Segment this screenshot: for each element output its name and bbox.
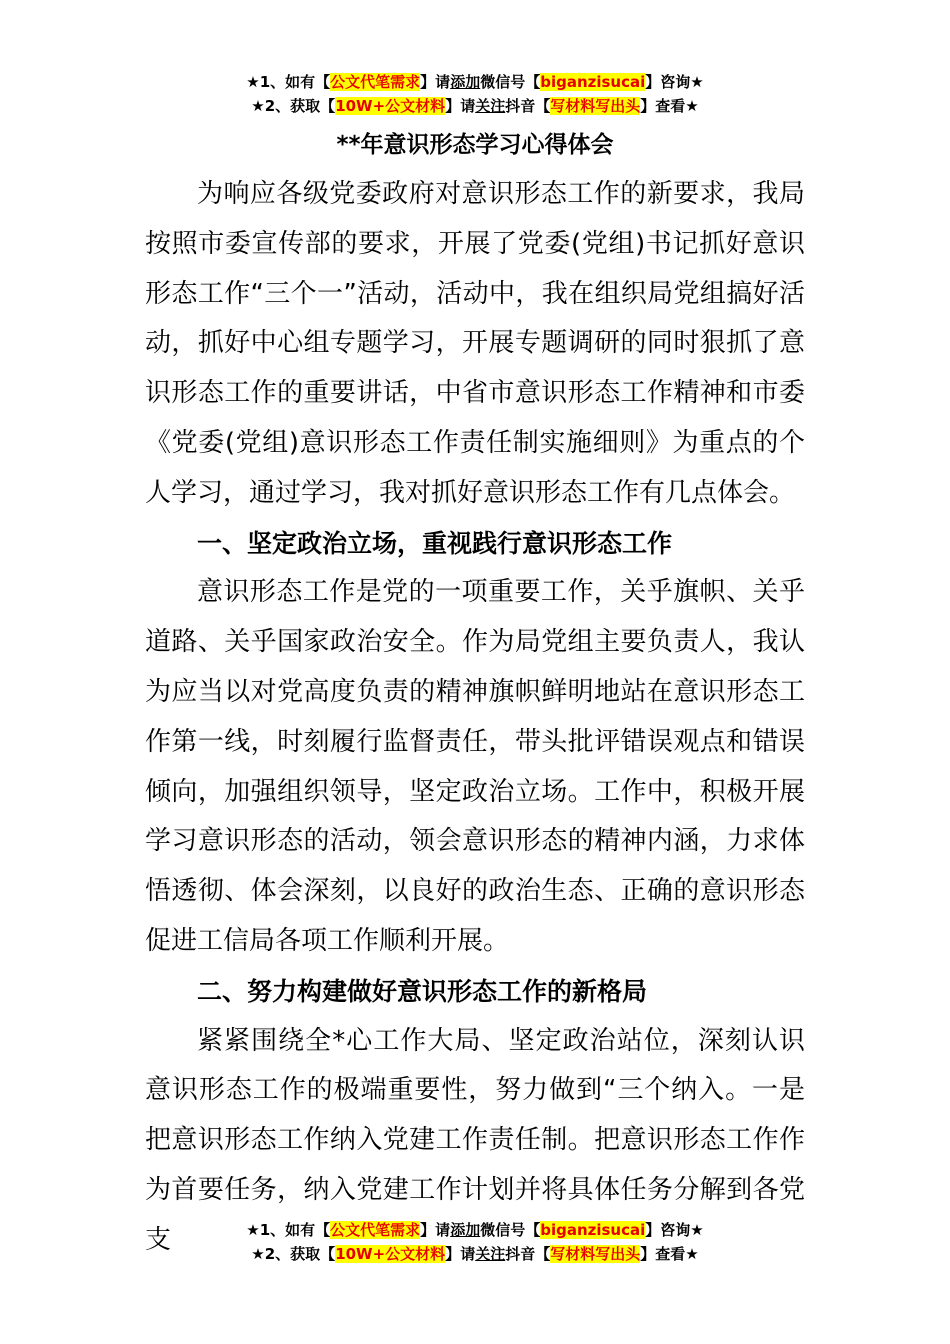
document-title: **年意识形态学习心得体会	[336, 132, 614, 158]
section-1-paragraph: 意识形态工作是党的一项重要工作，关乎旗帜、关乎道路、关乎国家政治安全。作为局党组主要负责人，我认为应当以对党高度负责的精神旗帜鲜明地站在意识形态工作第一线，时刻履行监督责任，带头批评错误观点和错误倾向，加强组织领导，坚定政治立场。工作中，积极开展学习意识形态的活动，领会意识形态的精神内涵，力求体悟透彻、体会深刻，以良好的政治生态、正确的意识形态促进工信局各项工作顺利开展。	[145, 577, 805, 956]
promo-line-2: ★2、获取【10W+公文材料】请关注抖音【写材料写出头】查看★	[251, 97, 699, 115]
promo-line-1: ★1、如有【公文代笔需求】请添加微信号【biganzisucai】咨询★	[246, 1221, 704, 1239]
highlight-wechat-id: biganzisucai	[540, 1221, 646, 1239]
document-body	[145, 170, 805, 1266]
promo-line-1: ★1、如有【公文代笔需求】请添加微信号【biganzisucai】咨询★	[246, 73, 704, 91]
section-2-paragraph: 紧紧围绕全*心工作大局、坚定政治站位，深刻认识意识形态工作的极端重要性，努力做到“三个纳入。一是把意识形态工作纳入党建工作责任制。把意识形态工作作为首要任务，纳入党建工作计划并将具体任务分解到各党支	[145, 1025, 805, 1255]
promo-banner-bottom	[0, 1218, 950, 1266]
highlight-wechat-id: biganzisucai	[540, 73, 646, 91]
highlight-douyin: 写材料写出头	[550, 1245, 641, 1263]
intro-paragraph: 为响应各级党委政府对意识形态工作的新要求，我局按照市委宣传部的要求，开展了党委(党组)书记抓好意识形态工作“三个一”活动，活动中，我在组织局党组搞好活动，抓好中心组专题学习，开展专题调研的同时狠抓了意识形态工作的重要讲话，中省市意识形态工作精神和市委《党委(党组)意识形态工作责任制实施细则》为重点的个人学习，通过学习，我对抓好意识形态工作有几点体会。	[145, 179, 805, 508]
highlight-douyin: 写材料写出头	[550, 97, 641, 115]
promo-line-2: ★2、获取【10W+公文材料】请关注抖音【写材料写出头】查看★	[251, 1245, 699, 1263]
highlight-service: 公文代笔需求	[330, 73, 421, 91]
highlight-materials: 10W+公文材料	[335, 97, 446, 115]
highlight-service: 公文代笔需求	[330, 1221, 421, 1239]
section-2-heading: 二、努力构建做好意识形态工作的新格局	[197, 976, 648, 1006]
promo-banner-top	[0, 70, 950, 118]
highlight-materials: 10W+公文材料	[335, 1245, 446, 1263]
section-1-heading: 一、坚定政治立场，重视践行意识形态工作	[197, 528, 673, 558]
